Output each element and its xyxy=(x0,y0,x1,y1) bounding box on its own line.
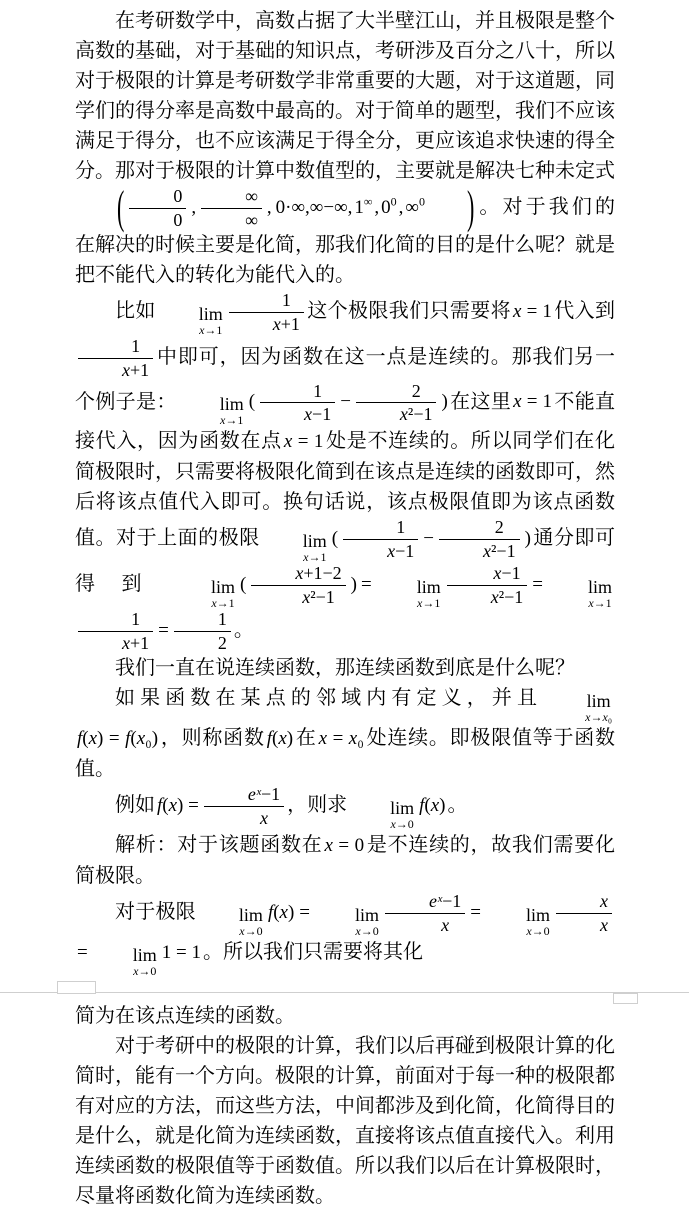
text-run: 在这里 xyxy=(449,390,512,413)
limit-subscript: x→0 xyxy=(239,923,263,938)
limit-operator xyxy=(93,946,157,977)
math-run: f(x) = xyxy=(157,795,199,817)
math-run: , xyxy=(191,196,197,218)
limit-subscript: x→1 xyxy=(199,323,223,338)
fraction-numerator: 1 xyxy=(78,336,153,359)
limit-subscript: x→0 xyxy=(390,817,414,832)
paragraph xyxy=(75,653,615,683)
limit-operator xyxy=(180,395,244,426)
text-run: 在考研数学中，高数占据了大半壁江山，并且极限是整个高数的基础，对于基础的知识点，考研涉及百分之八十，所以对于极限的计算是考研数学非常重要的大题，对于这道题，同学们的得分率是高数中最高的。对于简单的题型，我们不应该满足于得分，也不应该满足于得全分，更应该追求快速的得全分。那对于极限的计算中数值型的，主要就是解决七种未定式 xyxy=(75,10,615,182)
crop-mark-left xyxy=(57,981,96,994)
limit-operator xyxy=(486,906,550,937)
power-expression: 1∞ xyxy=(354,194,373,218)
limit-operator xyxy=(350,799,414,830)
text-run: 代入到 xyxy=(553,300,616,323)
fraction-numerator: ∞ xyxy=(201,186,262,209)
limit-word: lim xyxy=(355,904,380,925)
text-run: 解析：对于该题函数在 xyxy=(115,834,323,857)
text-run: 比如 xyxy=(115,300,156,323)
limit-operator xyxy=(377,578,441,609)
limit-word: lim xyxy=(526,904,551,925)
fraction xyxy=(174,609,231,653)
power-expression: ∞$^0$ xyxy=(405,194,425,218)
fraction-numerator: 1 xyxy=(260,381,335,404)
fraction xyxy=(385,891,465,935)
text-run: 处是不连续的。所以同学们在化简极限时，只需要将极限化简到在该点是连续的函数即可，然后将该点值代入即可。换句话说，该点极限值即为该点函数值。对于上面的极限 xyxy=(75,430,616,550)
text-run: 通分即可得到 xyxy=(75,527,616,595)
text-run: 中即可，因为函数在这一点是连续的。那我们另一个例子是： xyxy=(75,345,615,413)
fraction xyxy=(343,517,418,561)
paragraph xyxy=(75,290,615,653)
math-run: x = x₀ xyxy=(318,728,364,750)
fraction-numerator: 1 xyxy=(78,609,153,632)
fraction xyxy=(129,186,186,230)
fraction-numerator: 1 xyxy=(343,517,418,540)
limit-operator xyxy=(171,578,235,609)
math-run: = xyxy=(470,901,481,923)
fraction xyxy=(260,381,335,425)
math-run: = xyxy=(77,941,88,963)
limit-subscript: x→1 xyxy=(303,550,327,565)
text-run: 。 xyxy=(447,794,468,817)
math-run: , xyxy=(266,196,272,218)
fraction-denominator: ∞ xyxy=(245,209,258,230)
limit-subscript: x→1 xyxy=(211,595,235,610)
text-run: 在 xyxy=(295,727,317,750)
fraction-denominator: x xyxy=(600,914,609,935)
limit-word: lim xyxy=(132,944,157,965)
text-run: 例如 xyxy=(115,794,155,817)
math-run: ( xyxy=(240,573,247,595)
fraction-denominator: 0 xyxy=(173,209,183,230)
limit-operator xyxy=(315,906,379,937)
fraction-numerator: eˣ−1 xyxy=(385,891,465,914)
limit-subscript: x→1 xyxy=(220,413,244,428)
fraction-numerator: 1 xyxy=(174,609,231,632)
text-run: 我们一直在说连续函数，那连续函数到底是什么呢？ xyxy=(115,657,575,680)
fraction xyxy=(78,609,153,653)
math-run: f(x) = xyxy=(267,901,311,923)
math-run: − xyxy=(340,391,351,413)
math-run: ( xyxy=(248,391,256,413)
text-run: ，则称函数 xyxy=(160,727,265,750)
math-run: f(x) xyxy=(419,795,446,817)
fraction-denominator: x²−1 xyxy=(399,404,433,425)
limit-operator xyxy=(548,578,612,609)
power-exponent: ∞ xyxy=(363,194,373,209)
text-run: 不能直接代入，因为函数在点 xyxy=(75,390,616,453)
math-run: 1 = 1 xyxy=(161,941,201,963)
math-run: , xyxy=(374,196,380,218)
math-run: = xyxy=(532,573,543,595)
limit-operator xyxy=(159,305,223,336)
limit-word: lim xyxy=(586,691,611,712)
limit-subscript: x→0 xyxy=(133,963,157,978)
limit-word: lim xyxy=(210,576,235,597)
math-run: x = 1 xyxy=(513,301,552,323)
paragraph xyxy=(75,830,615,891)
limit-subscript: x→1 xyxy=(417,595,441,610)
fraction-numerator: x−1 xyxy=(447,563,528,586)
paragraph xyxy=(75,1031,615,1211)
fraction-denominator: x²−1 xyxy=(483,541,516,561)
text-run: 这个极限我们只需要将 xyxy=(306,300,511,323)
power-exponent: 0 xyxy=(418,194,425,209)
power-exponent: 0 xyxy=(390,194,397,209)
limit-operator xyxy=(199,906,263,937)
text-run: 。所以我们只需要将其化 xyxy=(202,940,423,963)
power-expression: $0^0$ xyxy=(381,194,397,218)
limit-word: lim xyxy=(416,576,441,597)
limit-operator xyxy=(545,692,612,723)
text-run: 对于极限 xyxy=(115,900,196,923)
fraction xyxy=(251,563,345,607)
limit-operator xyxy=(263,532,327,563)
paragraph xyxy=(75,784,615,830)
text-run: 简为在该点连续的函数。 xyxy=(75,1004,295,1027)
limit-subscript: x→x₀ xyxy=(585,710,612,725)
math-run: = xyxy=(360,573,372,595)
text-run: 对于考研中的极限的计算，我们以后再碰到极限计算的化简时，能有一个方向。极限的计算，前面对于每一种的极限都有对应的方法，而这些方法，中间都涉及到化简，化简得目的是什么，就是化简为连续函数，直接将该点值直接代入。利用连续函数的极限值等于函数值。所以我们以后在计算极限时，尽量将函数化简为连续函数。 xyxy=(75,1034,615,1207)
fraction xyxy=(204,784,284,828)
math-run: − xyxy=(423,528,434,550)
limit-word: lim xyxy=(238,904,263,925)
fraction xyxy=(447,563,528,607)
big-parenthesis: ( xyxy=(117,180,125,234)
fraction-denominator: x−1 xyxy=(304,404,332,425)
fraction-denominator: 2 xyxy=(217,632,227,653)
math-run: x = 1 xyxy=(513,391,553,413)
fraction-denominator: x xyxy=(441,914,450,935)
paragraph xyxy=(75,891,615,977)
text-run: ，则求 xyxy=(287,794,348,817)
text-run: 处连续。即极限值等于函数值。 xyxy=(75,727,616,781)
math-run: f(x) xyxy=(266,728,294,750)
fraction xyxy=(201,186,262,230)
fraction-numerator: 2 xyxy=(439,517,520,540)
math-run: ) xyxy=(524,528,531,550)
limit-word: lim xyxy=(587,576,612,597)
limit-subscript: x→0 xyxy=(355,923,379,938)
math-run: , xyxy=(398,196,404,218)
fraction-denominator: x+1 xyxy=(122,359,150,380)
math-run: ) xyxy=(350,573,357,595)
fraction-numerator: 0 xyxy=(129,186,186,209)
limit-word: lim xyxy=(302,531,327,552)
fraction-denominator: x−1 xyxy=(387,541,415,561)
document-content xyxy=(75,6,615,1211)
text-run: 如果函数在某点的邻域内有定义，并且 xyxy=(115,687,543,710)
fraction-numerator: x+1−2 xyxy=(251,563,345,586)
page-break-line xyxy=(0,992,689,993)
fraction xyxy=(356,381,437,425)
fraction-numerator: x xyxy=(556,891,612,914)
math-run: 0·∞,∞−∞, xyxy=(275,196,353,218)
fraction-denominator: x²−1 xyxy=(302,586,335,607)
math-run: x = 0 xyxy=(324,835,365,857)
math-run: ( xyxy=(331,528,339,550)
math-run: x = 1 xyxy=(283,431,324,453)
limit-word: lim xyxy=(390,798,415,819)
big-parenthesis: ) xyxy=(466,180,475,234)
fraction-numerator: eˣ−1 xyxy=(204,784,284,807)
paragraph xyxy=(75,683,615,784)
fraction xyxy=(229,290,304,334)
text-run: 。 xyxy=(233,618,254,641)
limit-subscript: x→0 xyxy=(526,923,550,938)
paragraph xyxy=(75,6,615,290)
math-run: = xyxy=(158,619,169,641)
limit-subscript: x→1 xyxy=(588,595,612,610)
crop-mark-right xyxy=(613,993,638,1004)
paragraph xyxy=(75,1001,615,1031)
text-run: 。对于我们的在解决的时候主要是化简，那我们化简的目的是什么呢？就是把不能代入的转化为能代入的。 xyxy=(75,195,615,287)
fraction-numerator: 1 xyxy=(229,290,304,313)
fraction-denominator: x+1 xyxy=(122,632,150,653)
page-break xyxy=(0,985,689,999)
limit-word: lim xyxy=(198,304,223,325)
math-run: f(x) = f(x₀) xyxy=(77,728,159,750)
fraction xyxy=(556,891,612,935)
math-run: ) xyxy=(441,391,448,413)
fraction-denominator: x²−1 xyxy=(490,586,524,607)
limit-word: lim xyxy=(219,394,244,415)
fraction-denominator: x+1 xyxy=(272,314,300,335)
fraction xyxy=(78,336,153,380)
fraction xyxy=(439,517,520,561)
fraction-numerator: 2 xyxy=(356,381,437,404)
text-run: 是不连续的，故我们需要化简极限。 xyxy=(75,834,616,888)
fraction-denominator: x xyxy=(259,807,268,828)
